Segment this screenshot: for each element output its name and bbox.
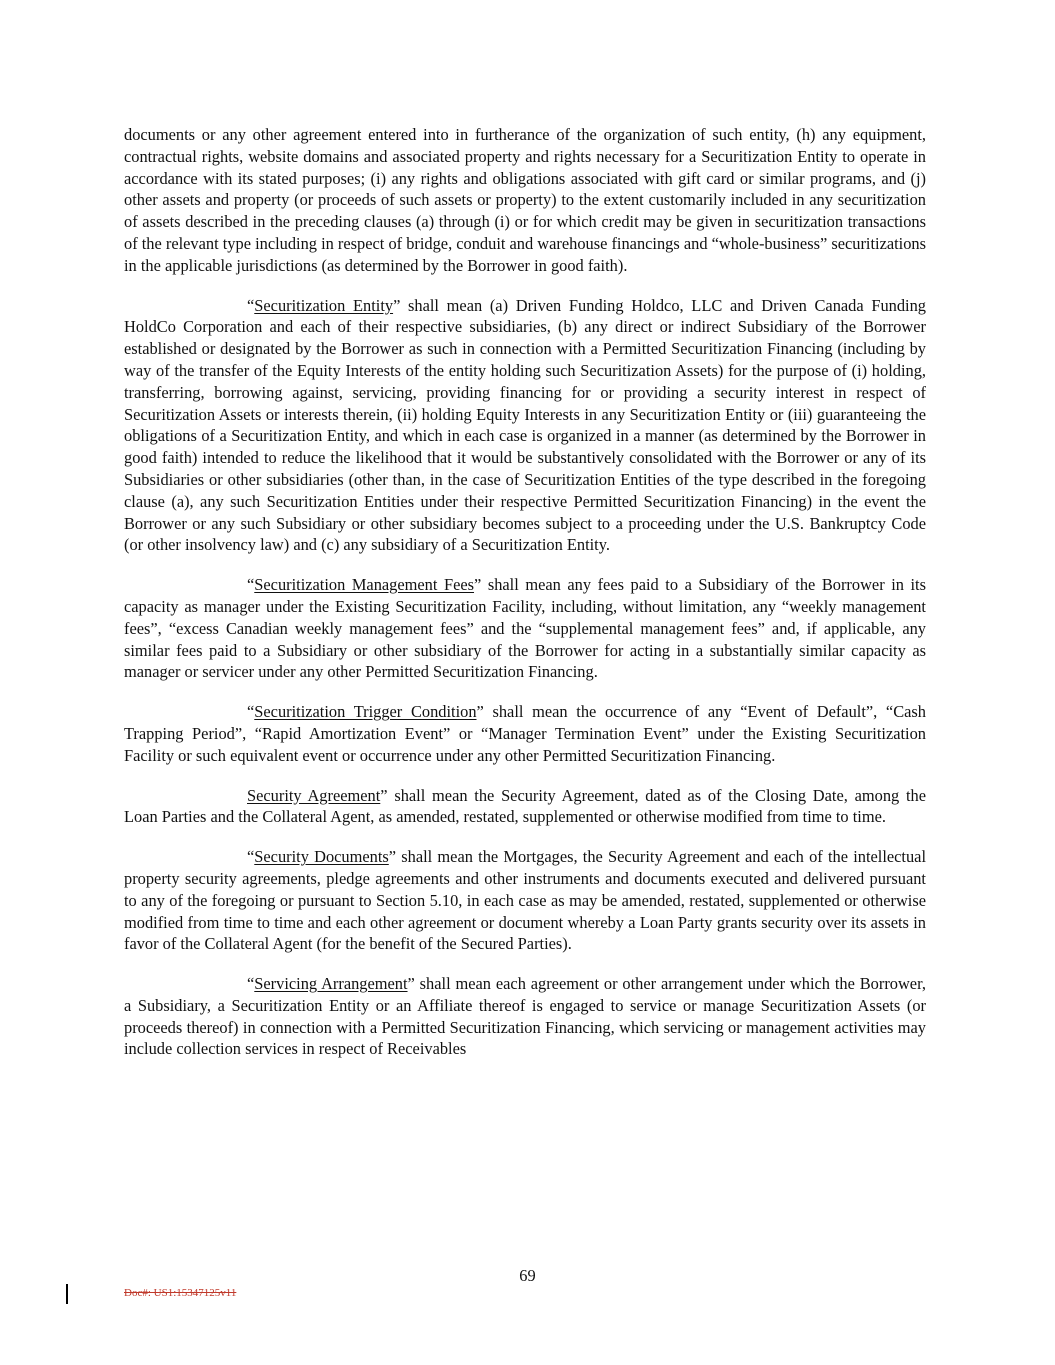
open-quote: “ xyxy=(247,974,255,994)
definition-security-agreement xyxy=(124,785,926,829)
defined-term: Securitization Management Fees xyxy=(254,575,475,595)
revision-change-bar xyxy=(66,1284,68,1304)
definition-body: ” shall mean each agreement or other arrangement under which the Borrower, a Subsidiary, a Securitization Entity or an Affiliate thereof is engaged to service or manage Securitization Assets (or proceeds thereof) in connection with a Permitted Securitization Financing, which servicing or management activities may include collection services in respect of Receivables xyxy=(124,974,926,1059)
definition-securitization-management-fees xyxy=(124,574,926,683)
open-quote: “ xyxy=(247,702,255,722)
open-quote: “ xyxy=(247,575,255,595)
paragraph-continuation: documents or any other agreement entered into in furtherance of the organization of such entity, (h) any equipment, contractual rights, website domains and associated property and rights necessary for a Securitization Entity to operate in accordance with its stated purposes; (i) any rights and obligations associated with gift card or similar programs, and (j) other assets and property (or proceeds of such assets or property) to the extent customarily included in any securitization of assets described in the preceding clauses (a) through (i) or for which credit may be given in securitization transactions of the relevant type including in respect of bridge, conduit and warehouse financings and “whole-business” securitizations in the applicable jurisdictions (as determined by the Borrower in good faith). xyxy=(124,125,926,275)
document-page xyxy=(124,124,926,1078)
open-quote: “ xyxy=(247,295,255,315)
document-id-footer: Doc#: US1:15347125v11 xyxy=(124,1287,237,1299)
defined-term: Servicing Arrangement xyxy=(254,974,408,994)
defined-term: Securitization Trigger Condition xyxy=(254,702,477,722)
definition-body: ” shall mean (a) Driven Funding Holdco, LLC and Driven Canada Funding HoldCo Corporation and each of their respective subsidiaries, (b) any direct or indirect Subsidiary of the Borrower established or designated by the Borrower as such in connection with a Permitted Securitization Financing (including by way of the transfer of the Equity Interests of the entity holding such Securitization Assets) for the purpose of (i) holding, transferring, borrowing against, servicing, providing financing for or providing a security interest in respect of Securitization Assets or interests therein, (ii) holding Equity Interests in any Securitization Entity or (iii) guaranteeing the obligations of a Securitization Entity, and which in each case is organized in a manner (as determined by the Borrower in good faith) intended to reduce the likelihood that it would be substantively consolidated with the Borrower or any of its Subsidiaries or other subsidiaries (other than, in the case of Securitization Entities of the type described in the foregoing clause (a), any such Securitization Entities under their respective Permitted Securitization Financing) in the event the Borrower or any such Subsidiary or other subsidiary becomes subject to a proceeding under the U.S. Bankruptcy Code (or other insolvency law) and (c) any subsidiary of a Securitization Entity. xyxy=(124,295,926,555)
definition-body: ” shall mean the Security Agreement, dated as of the Closing Date, among the Loan Parties and the Collateral Agent, as amended, restated, supplemented or otherwise modified from time to time. xyxy=(124,785,926,827)
definition-body: ” shall mean the Mortgages, the Security Agreement and each of the intellectual property security agreements, pledge agreements and other instruments and documents executed and delivered pursuant to any of the foregoing or pursuant to Section 5.10, in each case as may be amended, restated, supplemented or otherwise modified from time to time and each other agreement or document whereby a Loan Party grants security over its assets in favor of the Collateral Agent (for the benefit of the Secured Parties). xyxy=(124,847,927,954)
defined-term: Securitization Entity xyxy=(254,295,394,315)
page-number: 69 xyxy=(519,1266,536,1285)
definition-security-documents xyxy=(124,846,926,955)
defined-term: Security Documents xyxy=(254,847,389,867)
definition-servicing-arrangement xyxy=(124,973,926,1060)
defined-term: Security Agreement xyxy=(247,785,381,805)
open-quote: “ xyxy=(247,847,255,867)
definition-securitization-trigger-condition xyxy=(124,701,926,766)
definition-securitization-entity xyxy=(124,295,926,557)
definition-body: ” shall mean the occurrence of any “Event of Default”, “Cash Trapping Period”, “Rapid Amortization Event” or “Manager Termination Event” under the Existing Securitization Facility or such equivalent event or occurrence under any other Permitted Securitization Financing. xyxy=(124,702,926,765)
definition-body: ” shall mean any fees paid to a Subsidiary of the Borrower in its capacity as manager under the Existing Securitization Facility, including, without limitation, any “weekly management fees”, “excess Canadian weekly management fees” and the “supplemental management fees” and, if applicable, any similar fees paid to a Subsidiary or other subsidiary of the Borrower for acting in a substantially similar capacity as manager or servicer under any other Permitted Securitization Financing. xyxy=(124,575,926,682)
